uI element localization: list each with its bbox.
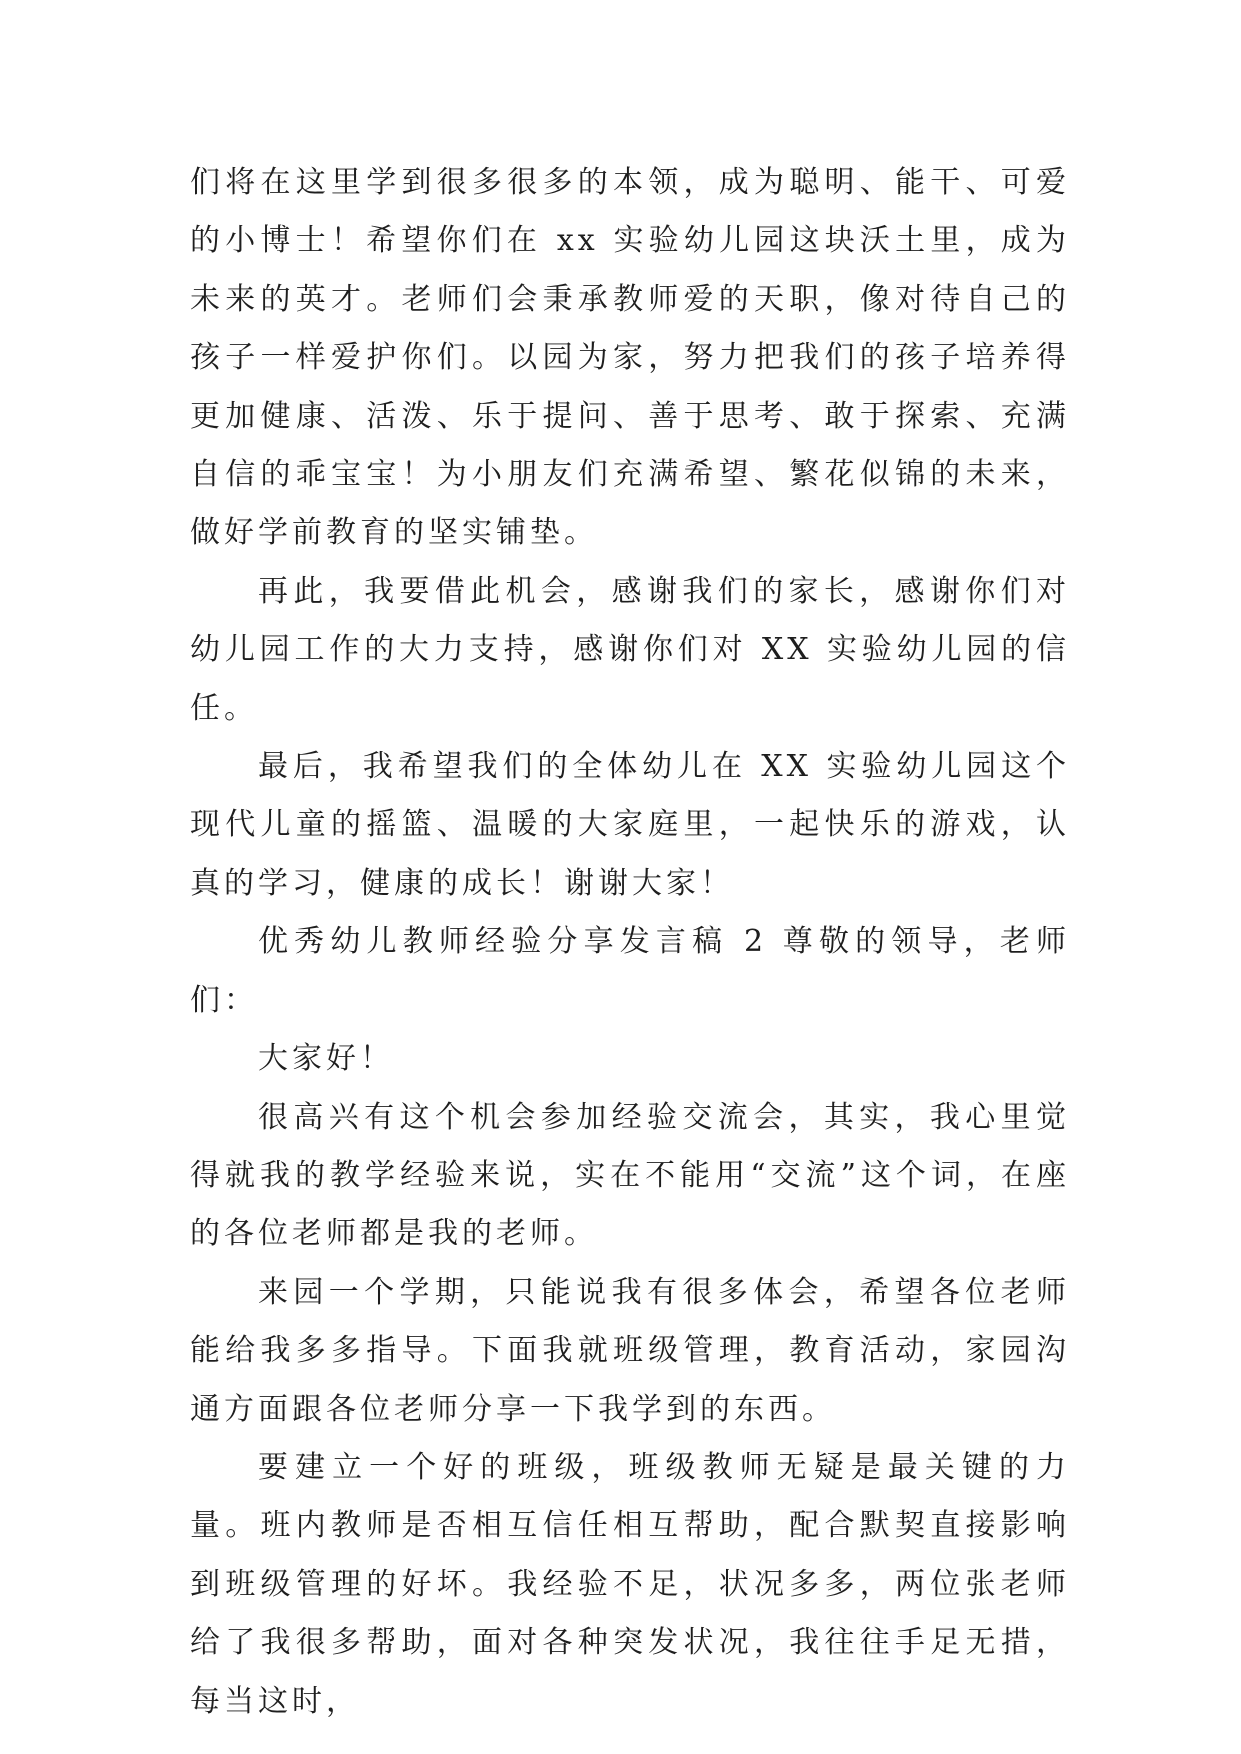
paragraph-class-teachers: 要建立一个好的班级，班级教师无疑是最关键的力量。班内教师是否相互信任相互帮助，配合默契直接影响到班级管理的好坏。我经验不足，状况多多，两位张老师给了我很多帮助，面对各种突发状况，我往往手足无措，每当这时， (190, 1449, 1070, 1719)
paragraph-speech-2-title: 优秀幼儿教师经验分享发言稿 2 尊敬的领导，老师们： (190, 924, 1070, 1018)
paragraph-continuation: 们将在这里学到很多很多的本领，成为聪明、能干、可爱的小博士！希望你们在 xx 实验幼儿园这块沃土里，成为未来的英才。老师们会秉承教师爱的天职，像对待自己的孩子一样爱护你们。以园为家，努力把我们的孩子培养得更加健康、活泼、乐于提问、善于思考、敢于探索、充满自信的乖宝宝！为小朋友们充满希望、繁花似锦的未来，做好学前教育的坚实铺垫。 (190, 165, 1070, 551)
document-body (190, 154, 1070, 1731)
paragraph-greeting: 大家好！ (258, 1041, 394, 1077)
paragraph-intro: 很高兴有这个机会参加经验交流会，其实，我心里觉得就我的教学经验来说，实在不能用“交流”这个词，在座的各位老师都是我的老师。 (190, 1099, 1070, 1252)
paragraph-semester: 来园一个学期，只能说我有很多体会，希望各位老师能给我多多指导。下面我就班级管理，教育活动，家园沟通方面跟各位老师分享一下我学到的东西。 (190, 1274, 1070, 1427)
paragraph-thanks-parents: 再此，我要借此机会，感谢我们的家长，感谢你们对幼儿园工作的大力支持，感谢你们对 XX 实验幼儿园的信任。 (190, 573, 1070, 726)
paragraph-closing-wishes: 最后，我希望我们的全体幼儿在 XX 实验幼儿园这个现代儿童的摇篮、温暖的大家庭里，一起快乐的游戏，认真的学习，健康的成长！谢谢大家！ (190, 749, 1070, 901)
